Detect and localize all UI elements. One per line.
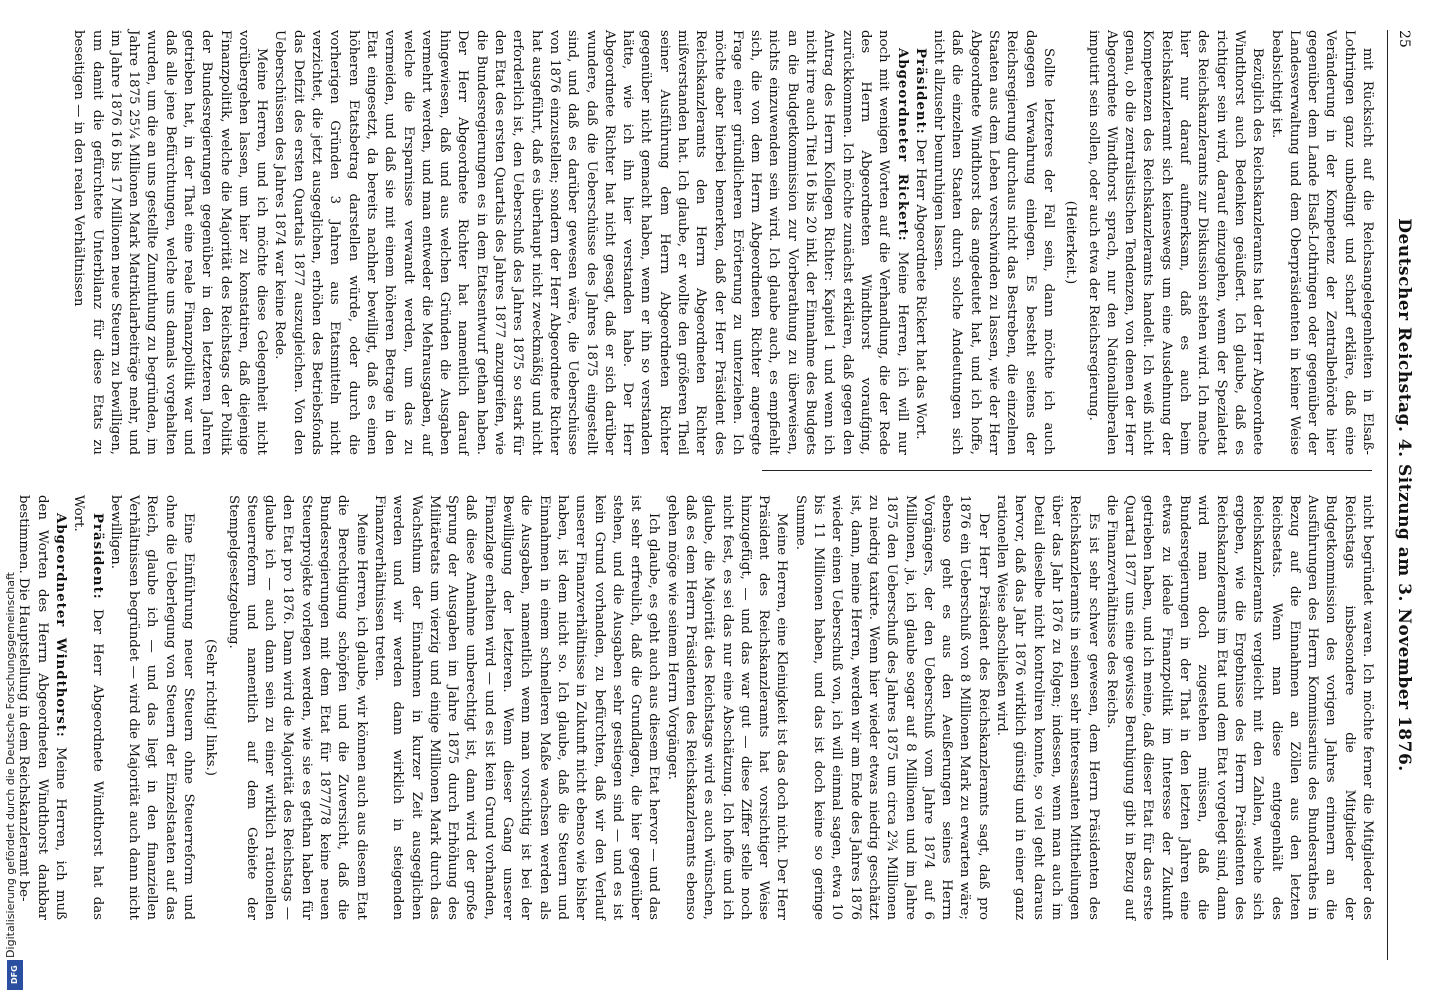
- speaker-name: Abgeordneter Rickert:: [894, 48, 910, 242]
- speaker-name: Präsident:: [89, 513, 105, 600]
- speech-text: Der Herr Abgeordnete Windthorst hat das Wort.: [71, 495, 105, 920]
- text-paragraph: Meine Herren, eine Kleinigkeit ist das doch nicht. Der Herr Präsident des Reichskanzleramts hat vorsichtiger Weise hinzugefügt, — und das war gut — diese Ziffer stelle noch nicht fest, es sei das nur eine Abschätzung. Ich hoffe und ich glaube, die Majorität des Reichstags wird es auch wünschen, daß es dem Herrn Präsidenten des Reichskanzleramts ebenso gehen möge wie seinem Herrn Vorgänger.: [664, 495, 790, 920]
- text-paragraph: Es ist sehr schwer gewesen, dem Herrn Präsidenten des Reichskanzleramts in seinen sehr interessanten Mittheilungen über das Jahr 1876 zu folgen; indessen, wenn man auch im Detail dieselbe nicht kontroliren konnte, so viel geht daraus hervor, daß das Jahr 1876 wirklich günstig und in einer ganz rationellen Weise abschließen wird.: [994, 495, 1101, 920]
- text-paragraph: Bezüglich des Reichskanzleramts hat der Herr Abgeordnete Windthorst auch Bedenken geäußert. Ich glaube, daß es richtiger sein wird, darauf einzugehen, wenn der Spezialetat des Reichskanzleramts zur Diskussion stehen wird. Ich mache hier nur darauf aufmerksam, daß es auch beim Reichskanzleramt sich keineswegs um eine Ausdehnung der Kompetenzen des Reichskanzleramts handelt. Ich weiß nicht genau, ob die zentralistischen Tendenzen, von denen der Herr Abgeordnete Windthorst sprach, nur den Nationalliberalen imputirt sein sollen, oder auch etwa der Reichsregierung.: [1085, 30, 1266, 455]
- speaker-name: Abgeordneter Windthorst:: [52, 513, 68, 738]
- text-paragraph: Meine Herren, und ich möchte diese Gelegenheit nicht vorübergehen lassen, um hier zu konstatiren, daß diejenige Finanzpolitik, welche die Majorität des Reichstags der Politik der Bundesregierungen gegenüber in den letzteren Jahren getrieben hat, in der That eine reale Finanzpolitik war und daß alle jene Befürchtungen, welche uns damals vorgehalten wurden, um die an uns gestellte Zumuthung zu begründen, im Jahre 1875 25¼ Millionen Mark Matrikularbeiträge mehr, und im Jahre 1876 16 bis 17 Millionen neue Steuern zu bewilligen, um damit die gefürchtete Unterbilanz für diese Etats zu beseitigen — in den realen Verhältnissen: [71, 30, 270, 455]
- text-paragraph: mit Rücksicht auf die Reichsangelegenheiten in Elsaß-Lothringen ganz unbedingt und scharf erkläre, daß eine Veränderung in der Kompetenz der Zentralbehörde hier gegenüber dem Lande Elsaß-Lothringen oder gegenüber der Landesverwaltung und dem Oberpräsidenten in keiner Weise beabsichtigt ist.: [1268, 30, 1375, 455]
- stage-direction: (Heiterkeit.): [1063, 200, 1079, 285]
- column-divider: [762, 470, 1372, 471]
- speech-text: Meine Herren, ich will nur noch mit wenigen Worten auf die Verhandlung, die der Rede des Herrn Abgeordneten Windthorst voraufging, zurückkommen. Ich möchte zunächst erklären, daß gegen den Antrag des Herrn Kollegen Richter: Kapitel 1 und wenn ich nicht irre auch Titel 16 bis 20 inkl. der Einnahme des Budgets an die Budgetkommission zur Vorberathung zu überweisen, nichts einzuwenden sein wird. Ich glaube auch, es empfiehlt sich, die von dem Herrn Abgeordneten Richter angeregte Frage einer gründlicheren Erörterung zu unterziehen. Ich möchte aber hierbei bemerken, daß der Herr Präsident des Reichskanzleramts den Herrn Abgeordneten Richter mißverstanden hat. Ich glaube, er wollte den größeren Theil seiner Ausführung dem Herrn Abgeordneten Richter gegenüber nicht gemacht haben, wenn er ihn so verstanden hätte, wie ich ihn hier verstanden habe. Der Herr Abgeordnete Richter hat nicht gesagt, daß er sich darüber wundere, daß die Ueberschüsse des Jahres 1875 eingestellt sind, und daß es darüber gewesen wäre, die Ueberschüsse von 1876 einzustellen; sondern der Herr Abgeordnete Richter hat ausgeführt, daß es überhaupt nicht zweckmäßig und nicht erforderlich ist, den Ueberschuß des Jahres 1875 so stark für den Etat des ersten Quartals des Jahres 1877 anzugreifen, wie die Bundesregierungen es in dem Etatsentwurf gethan haben. Der Herr Abgeordnete Richter hat namentlich darauf hingewiesen, daß und aus welchen Gründen die Ausgaben vermehrt werden, und man entweder die Mehrausgaben, auf welche die Ersparnisse verwandt werden, um das zu vermeiden, und daß sie mit einem höheren Betrage in den Etat eingesetzt, da bereits nachher bewilligt, daß es einen höheren Etatsbetrag darstellen würde, oder durch die vorherigen Gründen 3 Jahren aus Etatsmitteln nicht verzichtet, die jetzt ausgeglichen, erhöhen des Betriebsfonds das Defizit des ersten Quartals 1877 auszugleichen. Von den Ueberschüssen des Jahres 1874 war keine Rede.: [272, 30, 910, 455]
- speech-paragraph: [911, 30, 929, 455]
- text-paragraph: Ich glaube, es geht auch aus diesem Etat hervor — und das ist sehr erfreulich, daß die Grundlagen, die hier gegenüber stehen, und die Ausgaben sehr gestiegen sind — und es ist kein Grund vorhanden, zu befürchten, daß wir den Verlauf unserer Finanzverhältnisse in Zukunft nicht ebenso wie bisher haben, ist dem nicht so. Ich glaube, daß die Steuern und Einnahmen in einem schnelleren Maße wachsen werden als die Ausgaben, namentlich wenn man vorsichtig ist bei der Bewilligung der letzteren. Wenn dieser Gang unserer Finanzlage erhalten wird — und es ist kein Grund vorhanden, daß diese Annahme unberechtigt ist, dann wird der große Sprung der Ausgaben im Jahre 1875 durch Erhöhung des Militäretats um vierzig und einige Millionen Mark durch das Wachsthum der Einnahmen in kurzer Zeit ausgeglichen werden und wir werden dann wirklich in steigenden Finanzverhältnissen treten.: [371, 495, 662, 920]
- right-column: [14, 495, 1376, 920]
- speaker-name: Präsident:: [912, 48, 928, 135]
- speech-text: Der Herr Abgeordnete Rickert hat das Wort.: [912, 138, 928, 440]
- text-paragraph: Eine Einführung neuer Steuern ohne Steuerreform und ohne die Ueberlegung von Steuern der Einzelstaaten auf das Reich, glaube ich — und das liegt in den finanziellen Verhältnissen begründet — wird die Majorität auch dann nicht bewilligen.: [107, 495, 196, 920]
- footer-credit: Digitalisierung gefördert durch die Deutsche Forschungsgemeinschaft: [4, 572, 17, 958]
- speech-text: Meine Herren, ich muß den Worten des Herrn Abgeordneten Windthorst dankbar bestimmen. Die Hauptstellung in dem Reichskanzleramt be-: [16, 495, 68, 920]
- footer-strip: [6, 2, 20, 992]
- text-paragraph: nicht begründet waren. Ich möchte ferner die Mitglieder des Reichstags insbesondere die Mitglieder der Budgetkommission des vorigen Jahres erinnern an die Ausführungen des Herrn Kommissarius des Bundesrathes in Bezug auf die Einnahmen an Zöllen aus den letzten Reichsetats. Wenn man diese entgegenhält des Reichskanzleramts vergleicht mit den Zahlen, welche sich ergeben, wie die Ergebnisse des Herrn Präsidenten des Reichskanzleramts im Etat und dem Etat vorgelegt sind, dann wird man doch zugestehen müssen, daß die Bundesregierungen in der That in den letzten Jahren eine etwas zu ideale Finanzpolitik im Interesse der Zukunft getrieben haben, und ich meine, daß dieser Etat für das erste Quartal 1877 uns eine gewisse Beruhigung gibt in Bezug auf die Finanzverhältnisse des Reichs.: [1103, 495, 1375, 920]
- dfg-logo: DFG: [7, 960, 23, 990]
- speech-paragraph: [270, 30, 910, 455]
- text-paragraph: Der Herr Präsident des Reichskanzleramts sagt, daß pro 1876 ein Ueberschuß von 8 Millionen Mark zu erwarten wäre; ebenso geht es aus den Aeußerungen seines Herrn Vorgängers, der den Ueberschuß vom Jahre 1874 auf 6 Millionen, ja, ich glaube sogar auf 8 Millionen und im Jahre 1875 den Ueberschuß des Jahres 1875 um circa 2¾ Millionen zu niedrig taxirte. Wenn hier wieder etwas niedrig geschätzt ist, dann, meine Herren, werden wir am Ende des Jahres 1876 wieder einen Ueberschuß von, ich will einmal sagen, etwa 10 bis 11 Millionen haben, und das ist doch keine so geringe Summe.: [792, 495, 991, 920]
- speech-paragraph: [69, 495, 106, 920]
- text-paragraph: Meine Herren, ich glaube, wir können auch aus diesem Etat die Berechtigung schöpfen und die Zuversicht, daß die Bundesregierungen mit dem Etat für 1877/78 keine neuen Steuerprojekte vorlegen werden, wie sie es gethan haben für den Etat pro 1876. Dann wird die Majorität des Reichstags — glaube ich — auch dann sein zu einer wirklich rationellen Steuerreform und namentlich auf dem Gebiete der Stempelgesetzgebung.: [225, 495, 369, 920]
- page-header: [1387, 30, 1420, 960]
- page-number: 25: [1396, 30, 1412, 48]
- page-title: Deutscher Reichstag. 4. Sitzung am 3. November 1876.: [1394, 218, 1414, 772]
- stage-direction: (Sehr richtig! links.): [203, 639, 219, 776]
- text-paragraph: Sollte letzteres der Fall sein, dann möchte ich auch dagegen Verwahrung einlegen. Es besteht seitens der Reichsregierung durchaus nicht das Bestreben, die einzelnen Staaten aus dem Leben verschwinden zu lassen, wie der Herr Abgeordnete Windthorst das angedeutet hat, und ich hoffe, daß die einzelnen Staaten durch solche Andeutungen sich nicht allzusehr beunruhigen lassen.: [931, 30, 1056, 455]
- speech-paragraph: [14, 495, 69, 920]
- left-column: [69, 30, 1376, 455]
